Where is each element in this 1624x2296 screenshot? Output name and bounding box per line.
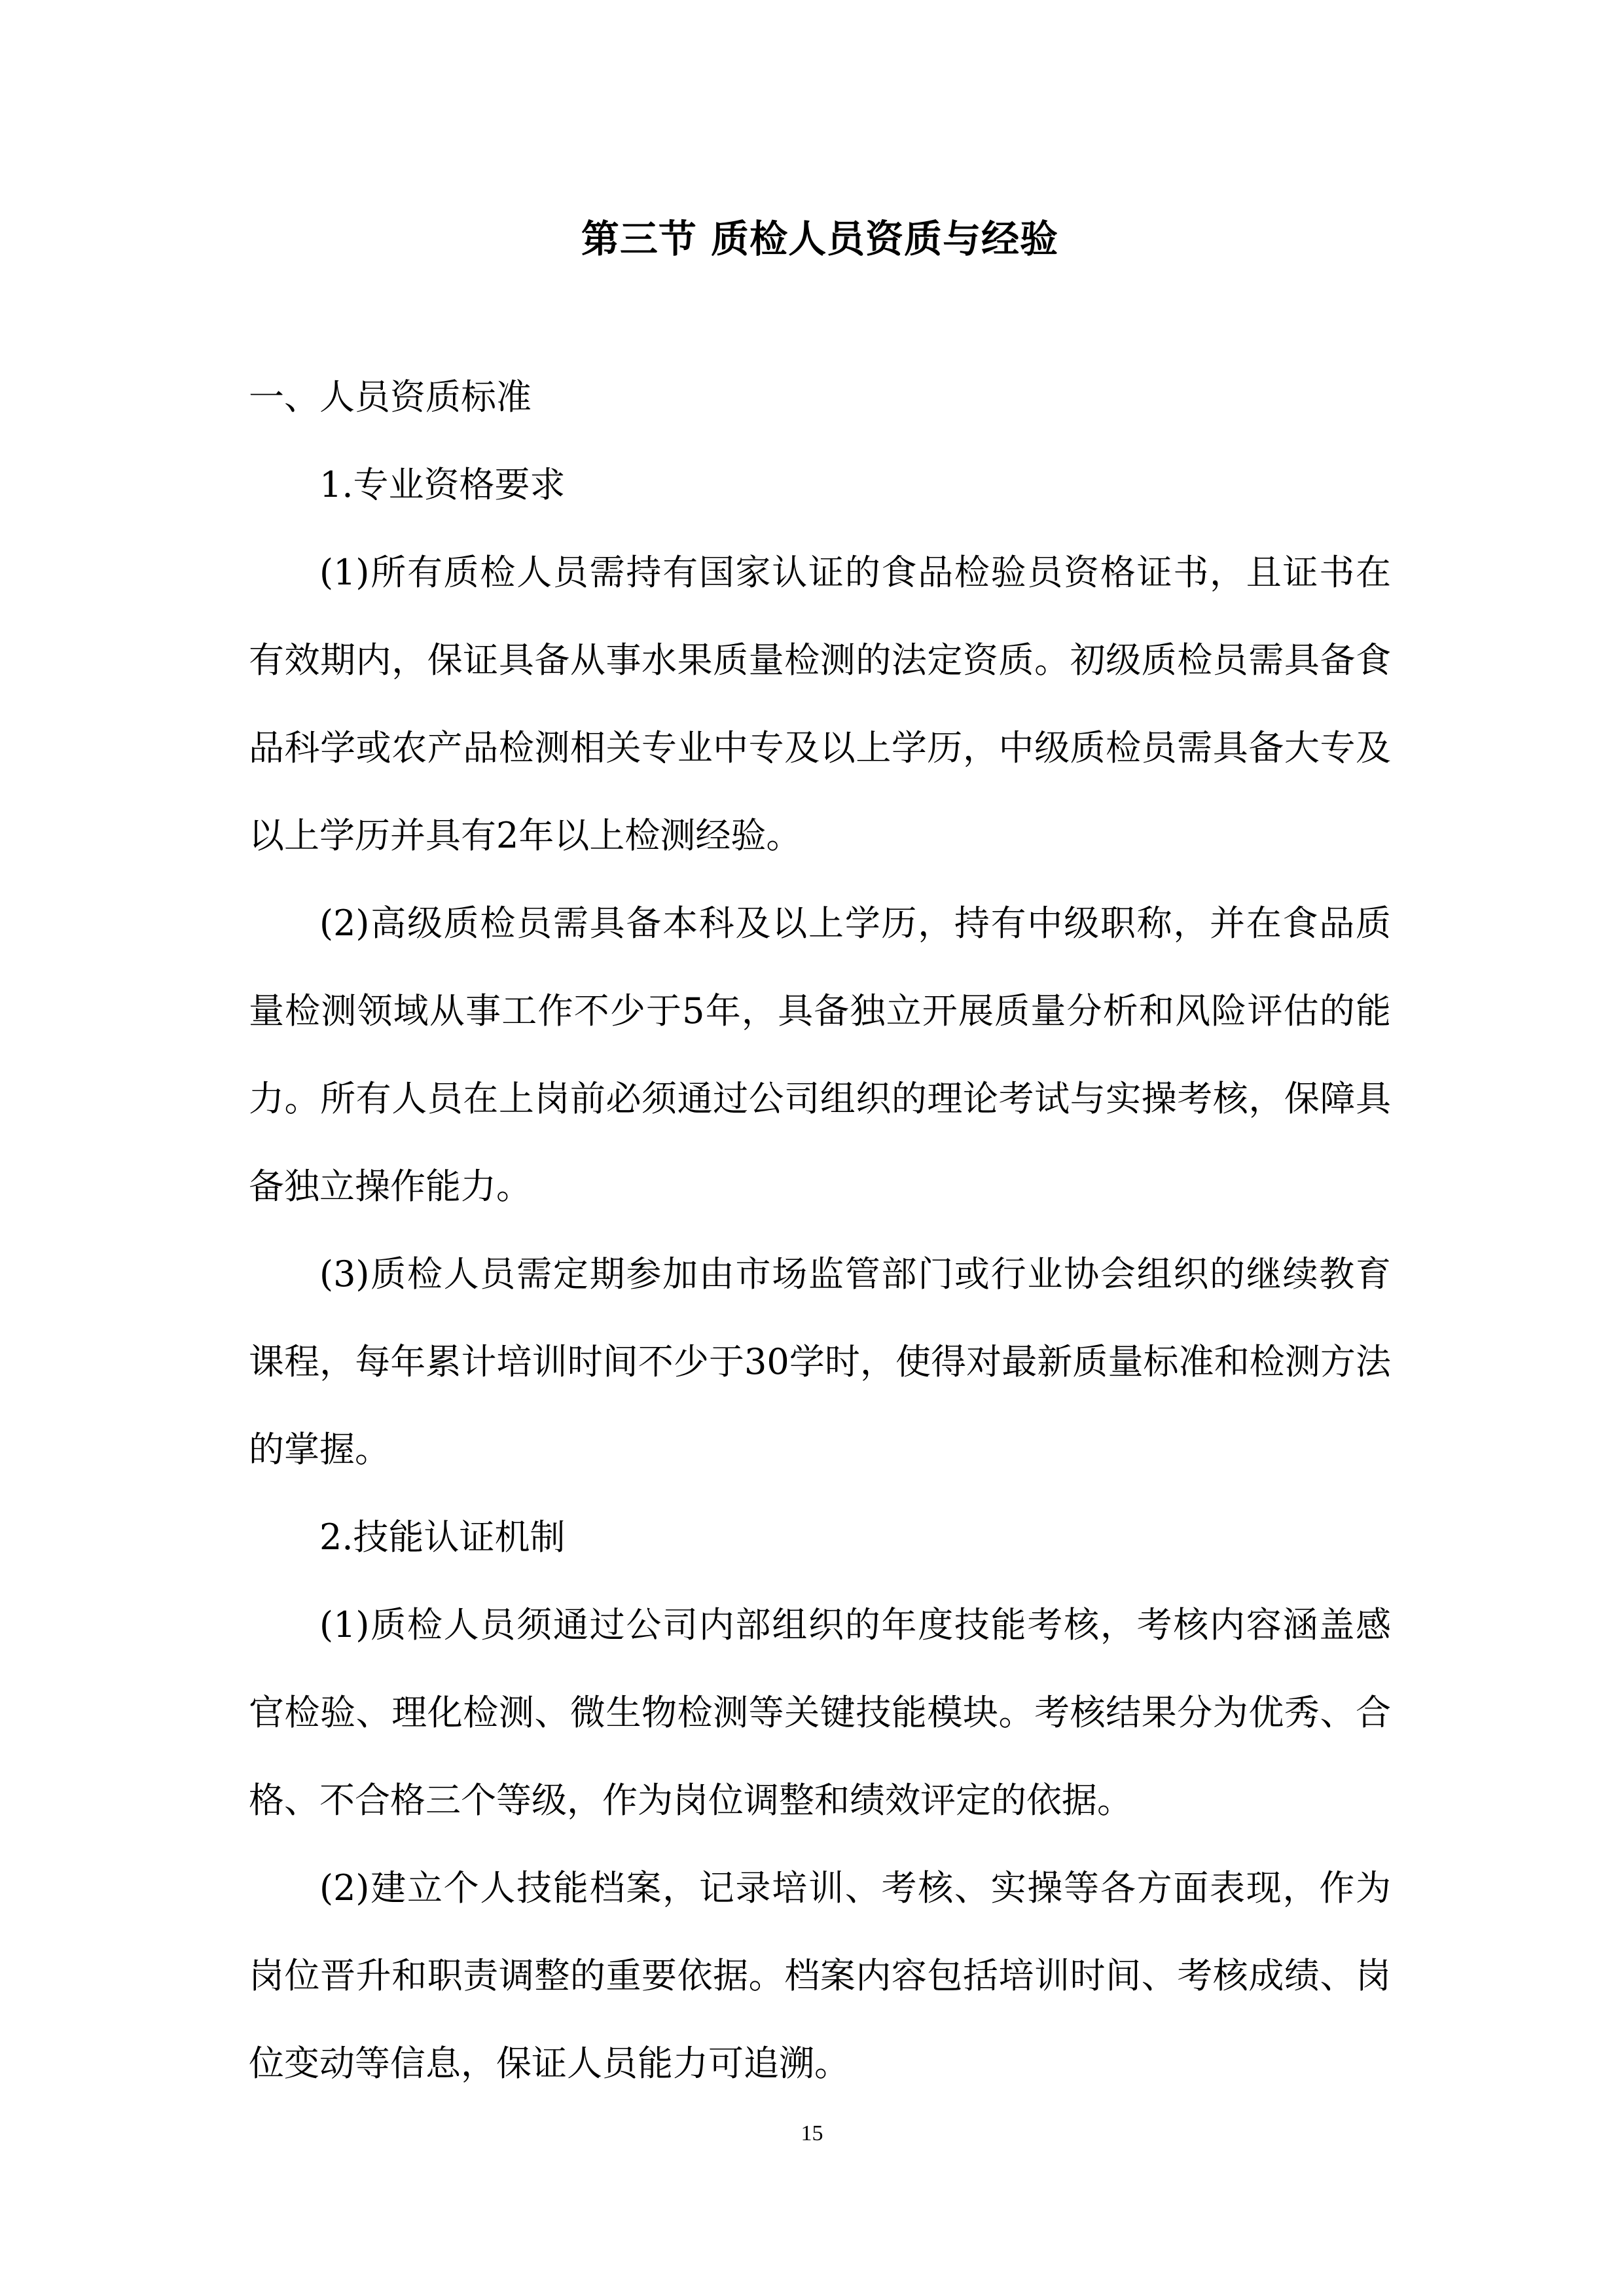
page-number: 15 [801,2121,823,2145]
paragraph-qualification-1: (1)所有质检人员需持有国家认证的食品检验员资格证书，且证书在有效期内，保证具备从事水果质量检测的法定资质。初级质检员需具备食品科学或农产品检测相关专业中专及以上学历，中级质检员需具备大专及以上学历并具有2年以上检测经验。 [249,552,1391,856]
subheading-professional-qualification: 1.专业资格要求 [319,464,566,505]
paragraph-qualification-3: (3)质检人员需定期参加由市场监管部门或行业协会组织的继续教育课程，每年累计培训时间不少于30学时，使得对最新质量标准和检测方法的掌握。 [249,1253,1391,1470]
heading-personnel-qualification-standards: 一、人员资质标准 [249,376,532,418]
paragraph-qualification-2: (2)高级质检员需具备本科及以上学历，持有中级职称，并在食品质量检测领域从事工作不少于5年，具备独立开展质量分析和风险评估的能力。所有人员在上岗前必须通过公司组织的理论考试与实操考核，保障具备独立操作能力。 [249,903,1391,1207]
document-content [249,200,1391,2108]
paragraph-skill-1: (1)质检人员须通过公司内部组织的年度技能考核，考核内容涵盖感官检验、理化检测、微生物检测等关键技能模块。考核结果分为优秀、合格、不合格三个等级，作为岗位调整和绩效评定的依据。 [249,1604,1391,1821]
section-title: 第三节 质检人员资质与经验 [581,217,1059,261]
title-spacer [249,278,1391,353]
subheading-skill-certification: 2.技能认证机制 [319,1516,566,1558]
paragraph-skill-2: (2)建立个人技能档案，记录培训、考核、实操等各方面表现，作为岗位晋升和职责调整的重要依据。档案内容包括培训时间、考核成绩、岗位变动等信息，保证人员能力可追溯。 [249,1867,1391,2084]
